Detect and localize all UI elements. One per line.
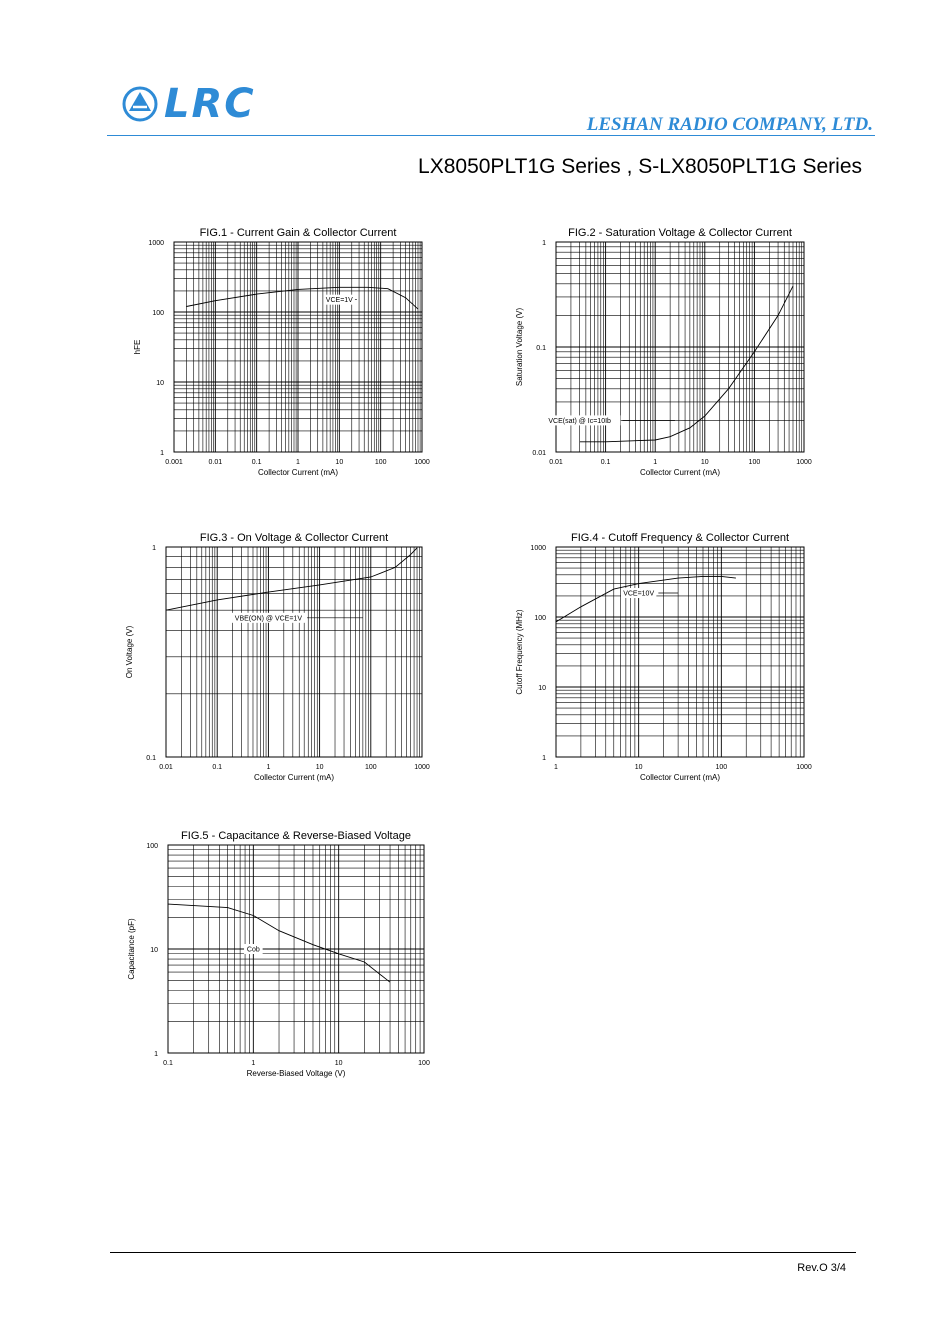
- y-tick-label: 1000: [148, 240, 164, 247]
- lrc-emblem-icon: [120, 80, 164, 128]
- y-tick-label: 0.1: [536, 345, 546, 352]
- x-axis-label: Collector Current (mA): [639, 773, 721, 782]
- y-tick-label: 10: [538, 685, 546, 692]
- fig1-chart: [110, 222, 438, 486]
- annotation-label: VCE(sat) @ Ic=10Ib: [548, 417, 611, 425]
- chart-svg: [490, 222, 820, 486]
- x-axis-label: Collector Current (mA): [257, 468, 339, 477]
- x-tick-label: 100: [715, 764, 728, 771]
- chart-svg: [490, 525, 820, 791]
- x-tick-label: 1000: [796, 459, 812, 466]
- fig5-chart: [110, 825, 440, 1087]
- plot-frame: [556, 547, 804, 757]
- revision-label: Rev.O 3/4: [797, 1262, 846, 1274]
- chart-svg: [110, 222, 438, 486]
- x-tick-label: 10: [334, 1060, 343, 1067]
- chart-title: FIG.5 - Capacitance & Reverse-Biased Voltage: [181, 830, 411, 842]
- x-tick-label: 0.1: [600, 459, 611, 466]
- chart-title: FIG.1 - Current Gain & Collector Current: [199, 227, 397, 239]
- x-tick-label: 0.1: [212, 764, 223, 771]
- footer-divider: [110, 1252, 856, 1253]
- y-tick-label: 1: [160, 450, 164, 457]
- y-tick-label: 1: [152, 545, 156, 552]
- x-tick-label: 1: [266, 764, 271, 771]
- series-line: [556, 576, 736, 622]
- y-axis-label: Cutoff Frequency (MHz): [515, 609, 524, 695]
- y-tick-label: 10: [150, 947, 158, 954]
- fig3-chart: [110, 525, 438, 791]
- y-tick-label: 100: [534, 615, 546, 622]
- x-tick-label: 100: [364, 764, 377, 771]
- x-tick-label: 1000: [414, 764, 430, 771]
- series-title: LX8050PLT1G Series , S-LX8050PLT1G Series: [418, 155, 862, 178]
- x-tick-label: 100: [418, 1060, 430, 1067]
- x-tick-label: 100: [374, 459, 387, 466]
- logo-text: LRC: [164, 81, 256, 127]
- chart-title: FIG.3 - On Voltage & Collector Current: [199, 532, 389, 544]
- y-tick-label: 0.1: [146, 755, 156, 762]
- y-tick-label: 1: [542, 240, 546, 247]
- x-tick-label: 10: [315, 764, 324, 771]
- x-axis-label: Collector Current (mA): [253, 773, 335, 782]
- x-tick-label: 0.1: [163, 1060, 173, 1067]
- x-tick-label: 100: [748, 459, 761, 466]
- chart-title: FIG.2 - Saturation Voltage & Collector Current: [568, 227, 792, 239]
- x-tick-label: 10: [634, 764, 643, 771]
- x-axis-label: Collector Current (mA): [639, 468, 721, 477]
- annotation-label: VCE=1V: [325, 297, 353, 305]
- lrc-logo: [120, 80, 285, 128]
- x-tick-label: 1: [653, 459, 658, 466]
- fig4-chart: [490, 525, 820, 791]
- y-tick-label: 100: [146, 843, 158, 850]
- y-tick-label: 1000: [530, 545, 546, 552]
- x-tick-label: 0.01: [208, 459, 223, 466]
- y-tick-label: 100: [152, 310, 164, 317]
- x-tick-label: 0.01: [159, 764, 173, 771]
- x-tick-label: 1: [554, 764, 558, 771]
- x-tick-label: 1000: [796, 764, 812, 771]
- x-tick-label: 1000: [414, 459, 430, 466]
- series-line: [186, 287, 418, 309]
- header-divider: [107, 135, 875, 136]
- y-tick-label: 0.01: [532, 450, 546, 457]
- annotation-label: VBE(ON) @ VCE=1V: [234, 615, 303, 623]
- chart-svg: [110, 525, 438, 791]
- series-line: [166, 548, 417, 610]
- y-tick-label: 10: [156, 380, 164, 387]
- y-axis-label: On Voltage (V): [125, 625, 134, 679]
- chart-svg: [110, 825, 440, 1087]
- chart-title: FIG.4 - Cutoff Frequency & Collector Current: [570, 532, 790, 544]
- x-tick-label: 10: [335, 459, 344, 466]
- x-tick-label: 0.1: [251, 459, 262, 466]
- x-tick-label: 1: [251, 1060, 256, 1067]
- y-axis-label: hFE: [133, 339, 142, 355]
- x-tick-label: 0.001: [165, 459, 183, 466]
- annotation-label: VCE=10V: [623, 590, 655, 598]
- y-axis-label: Capacitance (pF): [127, 918, 136, 980]
- x-tick-label: 0.01: [549, 459, 563, 466]
- annotation-label: Cob: [246, 946, 260, 954]
- x-tick-label: 10: [700, 459, 709, 466]
- y-axis-label: Saturation Voltage (V): [515, 307, 524, 387]
- plot-frame: [166, 547, 422, 757]
- company-name: LESHAN RADIO COMPANY, LTD.: [586, 114, 873, 135]
- y-tick-label: 1: [542, 755, 546, 762]
- fig2-chart: [490, 222, 820, 486]
- x-tick-label: 1: [296, 459, 300, 466]
- y-tick-label: 1: [154, 1051, 158, 1058]
- x-axis-label: Reverse-Biased Voltage (V): [246, 1069, 346, 1078]
